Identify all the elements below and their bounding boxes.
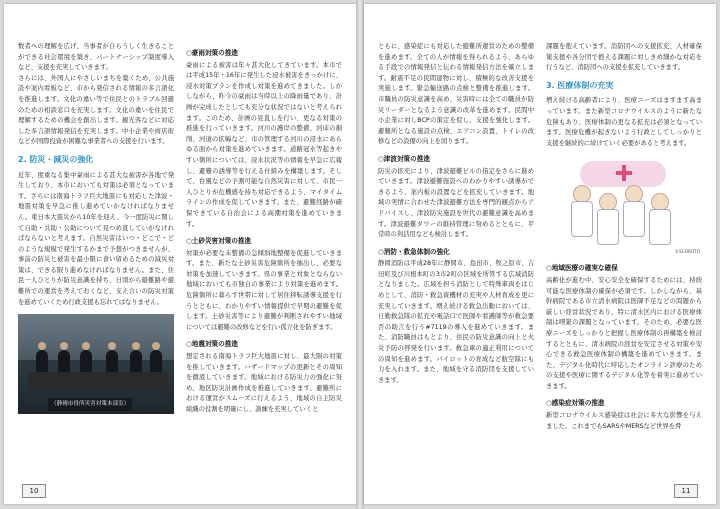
left-page-column-2: [186, 42, 342, 416]
paragraph: 近年、度重なる集中豪雨による甚大な被害が各地で発生しており、本市においても対策は必須となっています。さらには南海トラフ巨大地震にも対応した津波・地震対策を早急に推し進めていかなければなりません。東日本大震災から10年を迎え、今一度防災に関して自助・共助・公助について見つめ直していかなければならないと考えます。自然災害はいつ・どこで・どのような規模で発生するかまで予想がつきませんが、事前の防災と被害を最小限に食い留めるための減災対策は、できる限り進めなければなりません。また、住民一人ひとりが防災意識を持ち、日頃から避難路や避難所での運営を考えておくなど、支え合いの防災対策を進めていくため行政支援も忘れてはなりません。: [18, 171, 174, 306]
paragraph: 防災の拡充により、津波避難ビルの指定をさらに進めていきます。津波避難施設へのわかりやすい誘導ができるよう、案内板の設置などを拡充していきます。地域の実情に合わせた津波避難方法を専門的観点からアドバイスし、津波防災施設を世代の避難意識を高めます。津波避難タワーの維持管理に努めるとともに、平常時の利活用なども検討します。: [378, 167, 534, 239]
subheading-fire-ambulance: ○消防・救急体制の強化: [378, 247, 450, 256]
paragraph: 新型コロナウイルス感染症は社会に多大な影響を与えました。これまでもSARSやMERSなど世界を脅: [546, 412, 702, 430]
page-number: 10: [22, 484, 46, 498]
photo-caption: （静岡市役所災害対策本部室）: [48, 398, 132, 411]
subheading-earthquake: ○地震対策の推進: [186, 340, 238, 349]
left-page: [4, 4, 356, 504]
subheading-infection: ○感染症対策の推進: [546, 399, 605, 408]
paragraph: 豪雨による被害は年々甚大化してきています。本市では平成15年・16年に発生した浸水被害をきっかけに、浸水対策プランを作成し対策を進めてきました。しかしながら、昨今の豪雨は当時以上の降雨量であり、計画が完成したとしても充分な状況ではないと考えられます。このため、計画の見直しを行い、更なる対策の推進を行っていきます。河川の護岸の整備、河床の掘削、河道の拡幅など、市の管理する河川の浸水にあらゆる面から対策を進めていきます。道路冠水等起きやすい箇所については、浸水状況等の情報を早急に広報し、避難の誘導等を行える仕組みを構築します。そして、台風などの予測可能な自然災害に対して、市民一人ひとりが危機感を持ち対応できるよう、マイタイムラインの作成を促していきます。また、避難経路が確保できている自治会による高潮対策を進めていきます。: [186, 61, 342, 228]
page-gutter: [356, 0, 364, 509]
paragraph: さらには、外国人にやさしいまちを築くため、公共施設や案内看板など、市から発信される情報の多言語化を推進します。文化の違い等で住民とのトラブル回避のための相談窓口を充実します。文化の違いを住民で理解するための機会を創出します。観光客などに対応した多言語情報発信を充実します。中小企業や商店街などが国際投資が困難な事業者への支援を行います。: [18, 74, 174, 146]
section-heading-disaster: 2. 防災・減災の強化: [18, 154, 94, 164]
paragraph: 数者への理解を広げ、当事者が自らうしく生きることができる社会環境を築き、パートナーシップ制度導入など、支援を充実していきます。: [18, 43, 174, 72]
paragraph: ともに、感染症にも対応した避難所運営のための整備を進めます。全ての人が情報を得られるよう、あらゆる手段での情報発信と伝わる情報発信方法を確立します。耐震不足の民間建物に対し、積極的な改善支援を実施します。緊急輸送路の点検と整備を推進します。市職員の防災意識を高め、災害時には全ての職員が防災リーダーとなるよう意識の改革を進めます。民間中小企業に対しBCPの策定を促し、支援を強化します。避難所となる施設の点検、エアコン設置、トイレの改修などの設備の向上を図ります。: [378, 43, 534, 146]
medical-cross-icon: [616, 165, 632, 181]
disaster-hq-photo: [18, 314, 174, 414]
paragraph: 課題を抱えています。消防団への支援拡充、人材確保策支援や各分団で抱える課題に対しきめ細かな対応を行うなど、消防団への支援を拡充していきます。: [546, 43, 702, 72]
left-page-column-1: [18, 42, 174, 414]
subheading-tsunami: ○津波対策の推進: [378, 154, 430, 163]
right-page: [364, 4, 716, 504]
paragraph: 静岡消防は平成28年に静岡市、島田市、牧之原市、吉田町及び川根本町の3市2町の区域を所管する広域消防となりました。広域を担う消防として特殊車両をはじめとして、消防・救急資機材の充実や人材育成を更に充実していきます。増え続ける救急出動においては、日勤救急隊の拡充や電話口で医師や看護師等が救急要否の助言を行う#7119の導入を進めていきます。また、消防職員はもとより、住民の防災意識の向上と火災予防の啓発を行います。救急車の適正利用についての周知を進めます。パイロットの育成など航空隊にも力を入れます。また、地域を守る消防団を支援していきます。: [378, 260, 534, 384]
illustration-credit: ©SCOROTO: [674, 248, 700, 254]
right-page-column-2: [546, 42, 702, 432]
section-heading-medical: 3. 医療体制の充実: [546, 80, 614, 90]
page-number: 11: [674, 484, 698, 498]
paragraph: 高齢化が進む中、安心安全を確保するためには、持続可能な医療体制の確保が必須です。しかしながら、基幹病院である市立清水病院は医師不足などの問題から厳しい経営状況であり、特に清水区内における医療体制は喫緊の課題となっています。そのため、必要な医療ニーズをしっかりと把握し医療体制の再構築を検討するとともに、清水病院の経営を安定させる対策や安心できる救急医療体制の構築を進めていきます。また、デジタル化時代に呼応したオンライン診療のための支援や医療に関するデジタル化等を着実に進めていきます。: [546, 276, 702, 390]
subheading-regional-medical: ○地域医療の確実な確保: [546, 264, 618, 273]
right-page-column-1: [378, 42, 534, 386]
medical-staff-illustration: [550, 153, 700, 257]
subheading-landslide: ○土砂災害対策の推進: [186, 237, 252, 246]
subheading-heavy-rain: ○豪雨対策の推進: [186, 49, 238, 57]
paragraph: 増え続ける高齢者により、医療ニーズはますます高まっています。また新型コロナウイルスのように新たな危険もあり、医療体制の更なる拡充は必須となっています。医療危機が起きないよう行政としてしっかりと支援を継続的に続けていく必要があると考えます。: [546, 97, 702, 147]
paragraph: 想定される南海トラフ巨大地震に対し、最大限の対策を推していきます。ハザードマップの更新とその周知を徹底していきます。地域における防災力の強化に努め、地区防災計画作成を推進していきます。避難所における運営がスムーズに行えるよう、地域の自主防災組織の役割を明確にし、訓練を充実していくと: [186, 353, 342, 413]
paragraph: 対策が必要な未整備の急傾斜地整備を促進していきます。また、新たな土砂災害危険箇所を抽出し、必要な対策を加速していきます。県の事業と対象とならない地域においても市独自の事業により対策を進めます。危険箇所に暮らす世帯に対して居住移転誘導支援を行うとともに、わかりやすい情報提供で早期の避難を促します。土砂災害等により避難が判断されやすい地域については避難の改修などを行い孤立化を防ぎます。: [186, 249, 342, 331]
